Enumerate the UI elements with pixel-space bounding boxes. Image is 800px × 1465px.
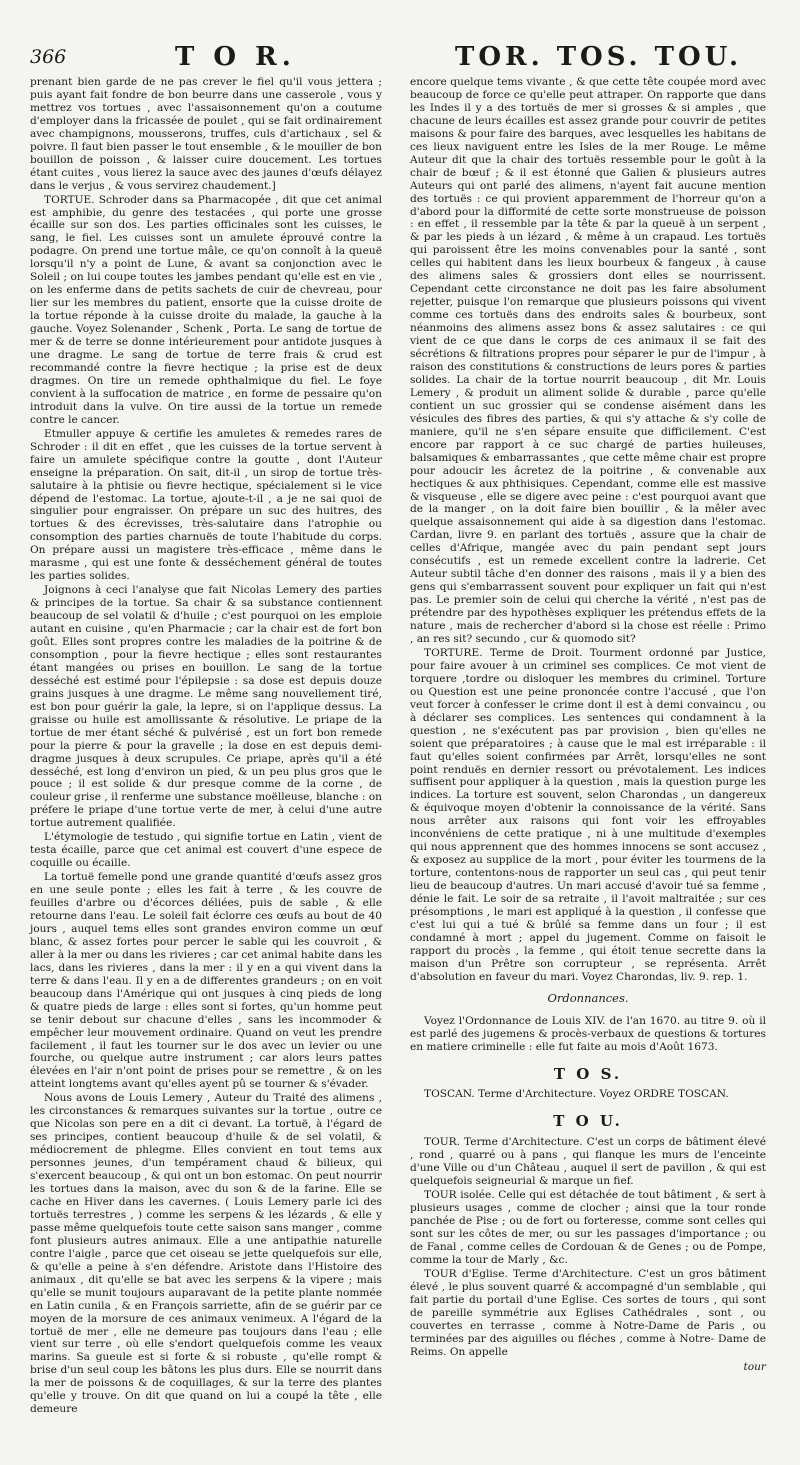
entry-tortue-louis-lemery: Nous avons de Louis Lemery , Auteur du Traité des alimens , les circonstances & remarques suivantes sur la tortue , outre ce que Nicolas son pere en a dit ci devant. La tortuë, à l'égard de ses principes, contient beaucoup d'huile & de sel volatil, & médiocrement de phlegme. Elles convient en tout tems aux personnes jeunes, d'un tempérament chaud & bilieux, qui s'exercent beaucoup , & qui ont un bon estomac. On peut nourrir les tortues dans la maison, avec du son & de la farine. Elle se cache en Hiver dans les cavernes. ( Louis Lemery parle ici des tortuës terrestres , ) comme les serpens & les lézards , & elle y passe même quelquefois toute cette saison sans manger , comme font plusieurs autres animaux. Elle a une antipathie naturelle contre l'aigle , parce que cet oiseau se jette quelquefois sur elle, & qu'elle a peine à s'en défendre. Aristote dans l'Histoire des animaux , dit qu'elle se bat avec les serpens & la vipere ; mais qu'elle se munit toujours auparavant de la petite plante nommée en Latin cunila , & en François sarriette, afin de se guérir par ce moyen de la morsure de ces animaux venimeux. A l'égard de la tortuë de mer , elle ne demeure pas toujours dans l'eau ; elle vient sur terre , où elle s'endort quelquefois comme les veaux marins. Sa gueule est si forte & si robuste , qu'elle rompt & brise d'un seul coup les bâtons les plus durs. Elle se nourrit dans la mer de poissons & de coquillages, & sur la terre des plantes qu'elle y trouve. On dit que quand on lui a coupé la tête , elle demeure [30,1092,382,1416]
entry-tour-isolee: TOUR isolée. Celle qui est détachée de tout bâtiment , & sert à plusieurs usages , comme de clocher ; ainsi que la tour ronde panchée de Pise ; ou de fort ou forteresse, comme sont celles qui sont sur les côtes de mer, ou sur les passages d'importance ; ou de Fanal , comme celles de Cordouan & de Genes ; ou de Pompe, comme la tour de Marly , &c. [410,1189,766,1266]
left-column [30,76,382,1417]
right-column [410,76,766,1374]
right-running-title: TOR. TOS. TOU. [455,42,742,72]
entry-toscan: TOSCAN. Terme d'Architecture. Voyez ORDRE TOSCAN. [424,1088,729,1101]
entry-tour-eglise: TOUR d'Eglise. Terme d'Architecture. C'est un gros bâtiment élevé , le plus souvent quarré & accompagné d'un semblable , qui fait partie du portail d'une Eglise. Ces sortes de tours , qui sont de pareille symmétrie aux Eglises Cathédrales , sont , ou couvertes en terrasse , comme à Notre-Dame de Paris , ou terminées par des aiguilles ou fléches , comme à Notre- Dame de Reims. On appelle [410,1267,766,1358]
section-heading-tos: T O S. [553,1064,623,1083]
entry-tour: TOUR. Terme d'Architecture. C'est un corps de bâtiment élevé , rond , quarré ou à pans , qui flanque les murs de l'enceinte d'une Ville ou d'un Château , auquel il sert de pavillon , & qui est quelquefois seigneurial & marque un fief. [410,1136,766,1188]
entry-tortue-nicolas-lemery: Joignons à ceci l'analyse que fait Nicolas Lemery des parties & principes de la tortue. Sa chair & sa substance contiennent beaucoup de sel volatil & d'huile ; c'est pourquoi on les emploie autant en cuisine , qu'en Pharmacie ; car la chair est de fort bon goût. Elles sont propres contre les maladies de la poitrine & de consomption , pour la fievre hectique ; elles sont restaurantes étant mangées ou prises en bouillon. Le sang de la tortue desséché est estimé pour l'épilepsie : sa dose est depuis douze grains jusques à une dragme. Le même sang nouvellement tiré, est bon pour guérir la gale, la lepre, si on l'applique dessus. La graisse ou huile est amollissante & résolutive. Le priape de la tortue de mer étant séché & pulvérisé , est un fort bon remede pour la pierre & pour la gravelle ; la dose en est depuis demi-dragme jusques à deux scrupules. Ce priape, après qu'il a été desséché, est long d'environ un pied, & un peu plus gros que le pouce ; il est solide & dur presque comme de la corne , de couleur grise , il renferme une substance moëlleuse, blanche : on préfere le priape d'une tortue verte de mer, à celui d'une autre tortue autrement qualifiée. [30,584,382,830]
section-heading-tou: T O U. [553,1112,623,1131]
entry-torture: TORTURE. Terme de Droit. Tourment ordonné par Justice, pour faire avouer à un criminel ses complices. Ce mot vient de torquere ,tordre ou disloquer les membres du criminel. Torture ou Question est une peine prononcée contre l'accusé , que l'on veut forcer à confesser le crime dont il est à demi convaincu , ou à déclarer ses complices. Les sentences qui condamnent à la question , ne s'exécutent pas par provision , bien qu'elles ne soient que préparatoires ; à cause que le mal est irréparable : il faut qu'elles soient confirmées par Arrêt, lorsqu'elles ne sont point renduës en dernier ressort ou prévotalement. Les indices suffisent pour appliquer à la question , mais la question purge les indices. La torture est souvent, selon Charondas , un dangereux & équivoque moyen d'obtenir la connoissance de la vérité. Sans nous arrêter aux raisons qui font voir les effroyables inconvéniens de cette pratique , ni à une multitude d'exemples qui nous apprennent que des hommes innocens se sont accusez , & exposez au supplice de la mort , pour éviter les tourmens de la torture, contentons-nous de rapporter un seul cas , qui peut tenir lieu de beaucoup d'autres. Un mari accusé d'avoir tué sa femme , dénie le fait. Le soir de sa retraite , il l'avoit maltraitée ; sur ces présomptions , le mari est appliqué à la question , il confesse que c'est lui qui a tué & brûlé sa femme dans un four ; il est condamné à mort ; appel du jugement. Comme on faisoit le rapport du procès , la femme , qui étoit tenue secrette dans la maison d'un Prêtre son corrupteur , se représenta. Arrêt d'absolution en faveur du mari. Voyez Charondas, liv. 9. rep. 1. [410,646,766,983]
page-number: 366 [30,46,67,68]
running-head [0,40,800,76]
ordonnances-text: Voyez l'Ordonnance de Louis XIV. de l'an 1670. au titre 9. où il est parlé des jugemens & procès-verbaux de questions & tortures en matiere criminelle : elle fut faite au mois d'Août 1673. [410,1014,766,1053]
entry-tortue-etymologie: L'étymologie de testudo , qui signifie tortue en Latin , vient de testa écaille, parce que cet animal est couvert d'une espece de coquille ou écaille. [30,831,382,870]
catchword: tour [743,1360,766,1373]
left-running-title: T O R. [175,42,296,72]
entry-tortue-continuation: encore quelque tems vivante , & que cette tête coupée mord avec beaucoup de force ce qu'elle peut attraper. On rapporte que dans les Indes il y a des tortuës de mer si grosses & si amples , que chacune de leurs écailles est assez grande pour couvrir de petites maisons & pour faire des barques, avec lesquelles les habitans de ces lieux naviguent entre les Isles de la mer Rouge. Le même Auteur dit que la chair des tortuës ressemble pour le goût à la chair de bœuf ; & il est étonné que Galien & plusieurs autres Auteurs qui ont parlé des alimens, n'ayent fait aucune mention des tortuës : ce qui provient apparemment de l'horreur qu'on a d'abord pour la difformité de cette sorte monstrueuse de poisson : en effet , il ressemble par la tête & par la queuë à un serpent , & par les pieds à un lézard , & même à un crapaud. Les tortuës qui paroissent être les moins convenables pour la santé , sont celles qui habitent dans les lieux bourbeux & fangeux , à cause des alimens sales & grossiers dont elles se nourrissent. Cependant cette circonstance ne doit pas les faire absolument rejetter, puisque l'on remarque que plusieurs poissons qui vivent comme ces tortuës dans des endroits sales & bourbeux, sont néanmoins des alimens assez bons & assez salutaires : ce qui vient de ce que dans le corps de ces animaux il se fait des sécrétions & filtrations propres pour séparer le pur de l'impur , à raison des constitutions & constructions de leurs pores & parties solides. La chair de la tortue nourrit beaucoup , dit Mr. Louis Lemery , & produit un aliment solide & durable , parce qu'elle contient un suc grossier qui se condense aisément dans les vésicules des fibres des parties, & qui s'y attache & s'y colle de maniere, qu'il ne s'en sépare ensuite que difficilement. C'est encore par rapport à ce suc chargé de parties huileuses, balsamiques & embarrassantes , que cette même chair est propre pour adoucir les âcretez de la poitrine , & convenable aux hectiques & aux phthisiques. Cependant, comme elle est massive & visqueuse , elle se digere avec peine : c'est pourquoi avant que de la manger , on la doit faire bien bouillir , & la mêler avec quelque assaisonnement qui aide à sa digestion dans l'estomac. Cardan, livre 9. en parlant des tortuës , assure que la chair de celles d'Afrique, mangée avec du pain pendant sept jours consécutifs , est un remede excellent contre la ladrerie. Cet Auteur subtil tâche d'en donner des raisons , mais il y a bien des gens qui s'embarrassent souvent pour expliquer un fait qui n'est pas. Le premier soin de celui qui cherche la vérité , n'est pas de prétendre par des hypothèses expliquer les prétendus effets de la nature , mais de rechercher d'abord si la chose est réelle : Primo , an res sit? secundo , cur & quomodo sit? [410,76,766,645]
entry-tortue-schroder: TORTUE. Schroder dans sa Pharmacopée , dit que cet animal est amphibie, du genre des testacées , qui porte une grosse écaille sur son dos. Les parties officinales sont les cuisses, le sang, le fiel. Les cuisses sont un amulete éprouvé contre la podagre. On prend une tortue mâle, ce qu'on connoît à la queuë lorsqu'il n'y a point de Lune, & avant sa conjonction avec le Soleil ; on lui coupe toutes les jambes pendant qu'elle est en vie , on les enferme dans de petits sachets de cuir de chevreau, pour lier sur les membres du patient, ensorte que la cuisse droite de la tortue réponde à la cuisse droite du malade, la gauche à la gauche. Voyez Solenander , Schenk , Porta. Le sang de tortue de mer & de terre se donne intérieurement pour antidote jusques à une dragme. Le sang de tortue de terre frais & crud est recommandé contre la fievre hectique ; la prise est de deux dragmes. On tire un remede ophthalmique du fiel. Le foye convient à la suffocation de matrice , en forme de pessaire qu'on introduit dans la vulve. On tire aussi de la tortue un remede contre le cancer. [30,193,382,426]
entry-tortue-femelle: La tortuë femelle pond une grande quantité d'œufs assez gros en une seule ponte ; elles les fait à terre , & les couvre de feuilles d'arbre ou d'écorces déliées, puis de sable , & elle retourne dans l'eau. Le soleil fait éclorre ces œufs au bout de 40 jours , auquel tems elles sont grandes environ comme un œuf blanc, & assez fortes pour percer le sable qui les couvroit , & aller à la mer ou dans les rivieres ; car cet animal habite dans les lacs, dans les rivieres , dans la mer : il y en a qui vivent dans la terre & dans l'eau. Il y en a de differentes grandeurs ; on en voit beaucoup dans l'Amérique qui ont jusques à cinq pieds de long & quatre pieds de large : elles sont si fortes, qu'un homme peut se tenir debout sur chacune d'elles , sans les incommoder & empêcher leur mouvement ordinaire. Quand on veut les prendre facilement , il faut les tourner sur le dos avec un levier ou une fourche, ou quelque autre instrument ; car alors leurs pattes élevées en l'air n'ont point de prises pour se remettre , & on les atteint longtems avant qu'elles ayent pû se tourner & s'évader. [30,871,382,1091]
ordonnances-heading: Ordonnances. [547,990,629,1005]
recipe-continuation: prenant bien garde de ne pas crever le fiel qu'il vous jettera ; puis ayant fait fondre de bon beurre dans une casserole , vous y mettrez vos tortues , avec l'assaisonnement qu'on a coutume d'employer dans la fricassée de poulet , qui se fait ordinairement avec champignons, mousserons, truffes, culs d'artichaux , sel & poivre. Il faut bien passer le tout ensemble , & le mouiller de bon bouillon de poisson , & laisser cuire doucement. Les tortues étant cuites , vous lierez la sauce avec des jaunes d'œufs délayez dans le verjus , & vous servirez chaudement.] [30,76,382,192]
entry-tortue-etmuller: Etmuller appuye & certifie les amuletes & remedes rares de Schroder : il dit en effet , que les cuisses de la tortue servent à faire un amulete spécifique contre la goutte , dont l'Auteur enseigne la préparation. On sait, dit-il , un sirop de tortue très-salutaire à la phtisie ou fievre hectique, spécialement si le vice dépend de l'estomac. La tortue, ajoute-t-il , a je ne sai quoi de singulier pour engraisser. On prépare un suc des huitres, des tortues & des écrevisses, très-salutaire dans l'atrophie ou consomption des parties charnuës de toute l'habitude du corps. On prépare aussi un magistere très-efficace , même dans le marasme , qui est une fonte & desséchement général de toutes les parties solides. [30,427,382,583]
